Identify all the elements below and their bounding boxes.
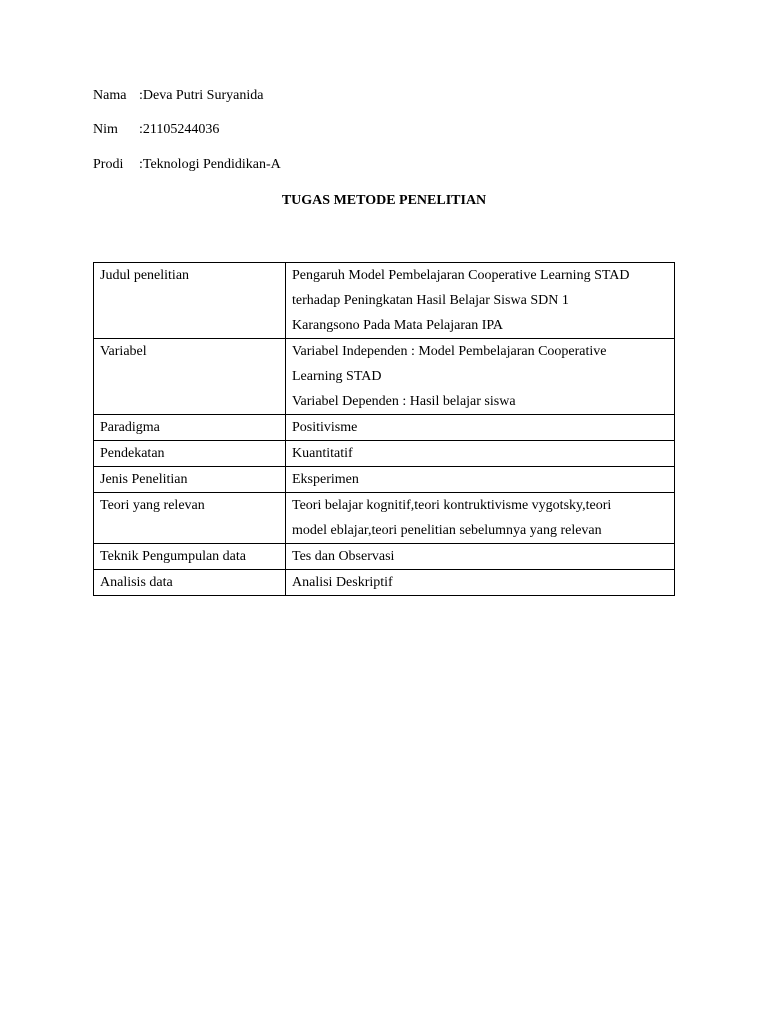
nama-value: :Deva Putri Suryanida [139,88,264,103]
table-row [94,263,675,339]
table-value-line: Tes dan Observasi [292,549,395,564]
table-row [94,467,675,493]
table-value-cell [286,493,675,544]
nama-label: Nama [93,88,127,103]
table-value-line: Learning STAD [292,369,382,384]
table-value-cell [286,339,675,415]
table-key-cell: Judul penelitian [94,263,286,339]
table-value-line: Karangsono Pada Mata Pelajaran IPA [292,318,503,333]
table-row [94,544,675,570]
table-key-cell: Paradigma [94,415,286,441]
prodi-value: :Teknologi Pendidikan-A [139,157,281,172]
table-key-cell: Teori yang relevan [94,493,286,544]
document-title: TUGAS METODE PENELITIAN [281,193,487,208]
table-value-line: terhadap Peningkatan Hasil Belajar Siswa SDN 1 [292,293,569,308]
nim-label: Nim [93,122,118,137]
table-row [94,493,675,544]
table-key-cell: Variabel [94,339,286,415]
table-value-cell [286,467,675,493]
prodi-row [93,155,281,175]
table-value-line: Variabel Independen : Model Pembelajaran Cooperative [292,344,607,359]
table-key-cell: Pendekatan [94,441,286,467]
table-value-cell [286,570,675,596]
table-row [94,441,675,467]
table-row [94,570,675,596]
table-key-cell: Jenis Penelitian [94,467,286,493]
table-value-line: Analisi Deskriptif [292,575,393,590]
table-value-cell [286,544,675,570]
table-value-line: Positivisme [292,420,358,435]
table-value-line: Teori belajar kognitif,teori kontruktivisme vygotsky,teori [292,498,612,513]
table-value-line: Kuantitatif [292,446,353,461]
table-value-cell [286,441,675,467]
nim-value: :21105244036 [139,122,220,137]
table-key-cell: Teknik Pengumpulan data [94,544,286,570]
nim-row [93,120,220,140]
table-value-cell [286,415,675,441]
table-value-line: model eblajar,teori penelitian sebelumnya yang relevan [292,523,602,538]
research-table [93,262,675,596]
nama-row [93,86,264,106]
table-value-line: Pengaruh Model Pembelajaran Cooperative Learning STAD [292,268,630,283]
prodi-label: Prodi [93,157,124,172]
table-value-line: Eksperimen [292,472,359,487]
table-value-line: Variabel Dependen : Hasil belajar siswa [292,394,516,409]
table-value-cell [286,263,675,339]
table-key-cell: Analisis data [94,570,286,596]
table-row [94,339,675,415]
table-row [94,415,675,441]
